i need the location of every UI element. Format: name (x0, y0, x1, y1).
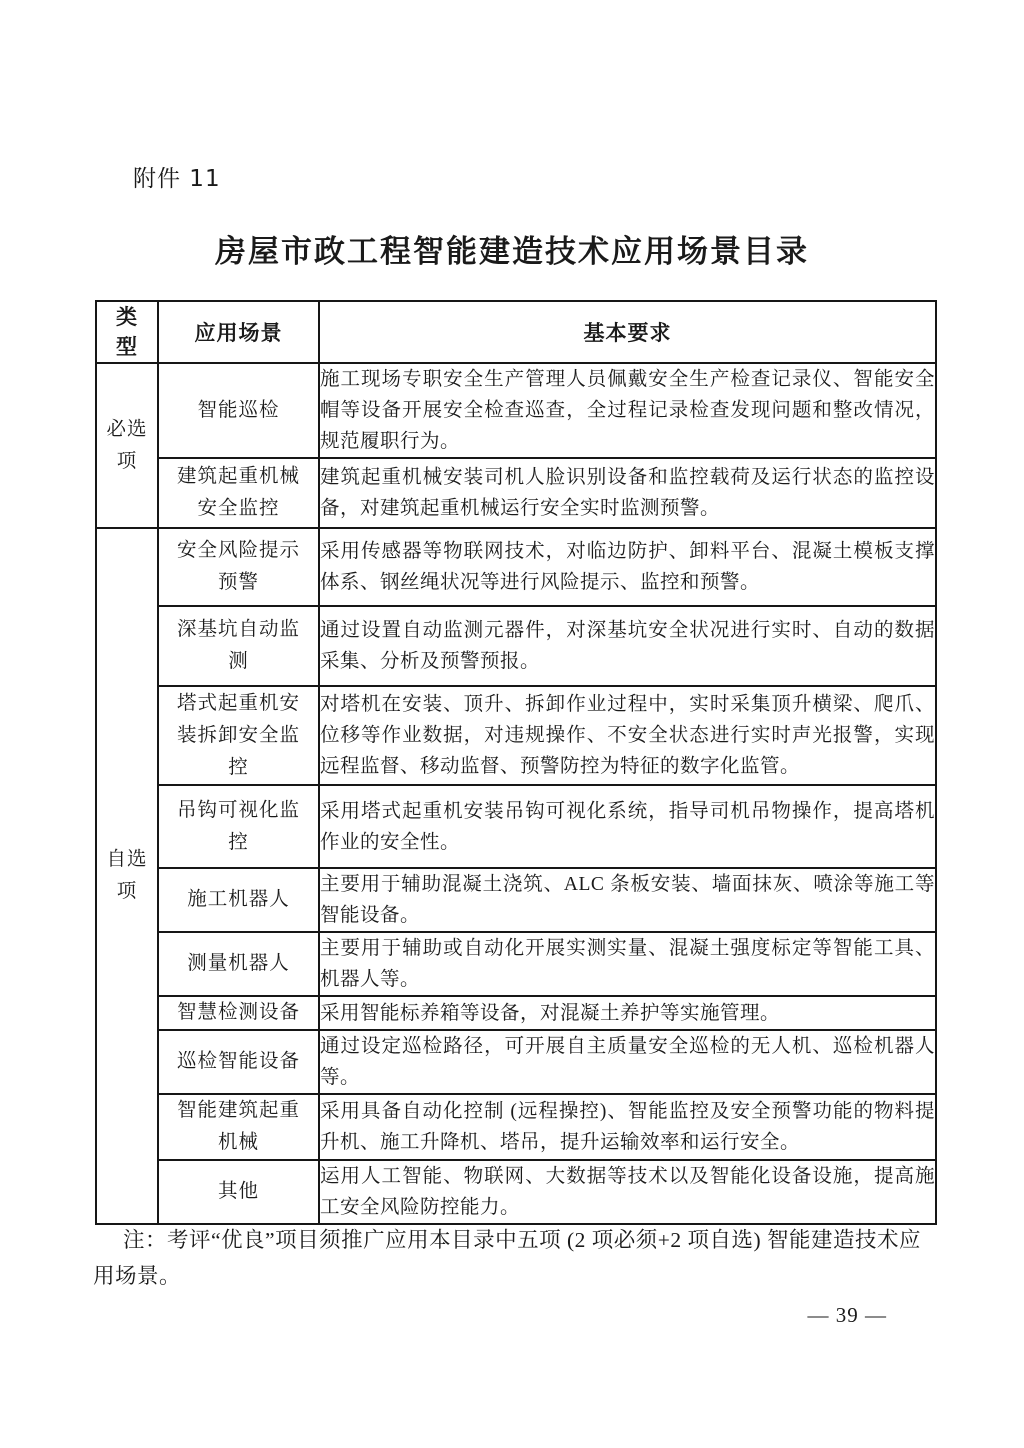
column-header-requirement: 基本要求 (319, 301, 936, 363)
requirement-cell: 采用具备自动化控制 (远程操控)、智能监控及安全预警功能的物料提升机、施工升降机、塔吊，提升运输效率和运行安全。 (319, 1094, 936, 1160)
scenario-cell: 塔式起重机安装拆卸安全监控 (158, 686, 319, 785)
requirement-cell: 采用智能标养箱等设备，对混凝土养护等实施管理。 (319, 996, 936, 1030)
table-row (96, 606, 936, 686)
table-row (96, 528, 936, 606)
page-number: — 39 — (807, 1303, 887, 1327)
type-group-label-text: 自选项 (106, 849, 148, 902)
requirement-cell: 通过设定巡检路径，可开展自主质量安全巡检的无人机、巡检机器人等。 (319, 1030, 936, 1094)
scenario-cell: 智能巡检 (158, 363, 319, 458)
table-row (96, 363, 936, 458)
requirement-cell: 采用传感器等物联网技术，对临边防护、卸料平台、混凝土模板支撑体系、钢丝绳状况等进行风险提示、监控和预警。 (319, 528, 936, 606)
requirement-cell: 对塔机在安装、顶升、拆卸作业过程中，实时采集顶升横梁、爬爪、位移等作业数据，对违规操作、不安全状态进行实时声光报警，实现远程监督、移动监督、预警防控为特征的数字化监管。 (319, 686, 936, 785)
requirement-cell: 运用人工智能、物联网、大数据等技术以及智能化设备设施，提高施工安全风险防控能力。 (319, 1160, 936, 1224)
scenario-cell: 建筑起重机械安全监控 (158, 458, 319, 528)
attachment-label: 附件 11 (133, 166, 221, 192)
table-row (96, 458, 936, 528)
table-row (96, 1030, 936, 1094)
scenario-cell: 智能建筑起重机械 (158, 1094, 319, 1160)
scenario-cell: 深基坑自动监测 (158, 606, 319, 686)
table-header-row (96, 301, 936, 363)
column-header-scenario: 应用场景 (158, 301, 319, 363)
scenario-cell: 巡检智能设备 (158, 1030, 319, 1094)
page-title: 房屋市政工程智能建造技术应用场景目录 (215, 234, 809, 269)
scenario-cell: 测量机器人 (158, 932, 319, 996)
scenario-cell: 吊钩可视化监控 (158, 785, 319, 868)
scenario-cell: 其他 (158, 1160, 319, 1224)
column-header-type-label: 类型 (116, 305, 138, 359)
scenario-cell: 安全风险提示预警 (158, 528, 319, 606)
type-group-label-text: 必选项 (106, 418, 148, 472)
application-scenario-table (95, 300, 937, 1225)
scenario-cell: 智慧检测设备 (158, 996, 319, 1030)
table-row (96, 1094, 936, 1160)
type-group-label-required (96, 363, 158, 528)
table-row (96, 996, 936, 1030)
table-row (96, 868, 936, 932)
requirement-cell: 主要用于辅助混凝土浇筑、ALC 条板安装、墙面抹灰、喷涂等施工等智能设备。 (319, 868, 936, 932)
table-row (96, 1160, 936, 1224)
type-group-label-optional (96, 528, 158, 1224)
requirement-cell: 建筑起重机械安装司机人脸识别设备和监控载荷及运行状态的监控设备，对建筑起重机械运行安全实时监测预警。 (319, 458, 936, 528)
scenario-cell: 施工机器人 (158, 868, 319, 932)
requirement-cell: 施工现场专职安全生产管理人员佩戴安全生产检查记录仪、智能安全帽等设备开展安全检查巡查，全过程记录检查发现问题和整改情况，规范履职行为。 (319, 363, 936, 458)
footnote: 注：考评“优良”项目须推广应用本目录中五项 (2 项必须+2 项自选) 智能建造技术应用场景。 (93, 1228, 922, 1288)
table-row (96, 785, 936, 868)
requirement-cell: 通过设置自动监测元器件，对深基坑安全状况进行实时、自动的数据采集、分析及预警预报。 (319, 606, 936, 686)
requirement-cell: 主要用于辅助或自动化开展实测实量、混凝土强度标定等智能工具、机器人等。 (319, 932, 936, 996)
table-row (96, 686, 936, 785)
column-header-type (96, 301, 158, 363)
table-row (96, 932, 936, 996)
requirement-cell: 采用塔式起重机安装吊钩可视化系统，指导司机吊物操作，提高塔机作业的安全性。 (319, 785, 936, 868)
